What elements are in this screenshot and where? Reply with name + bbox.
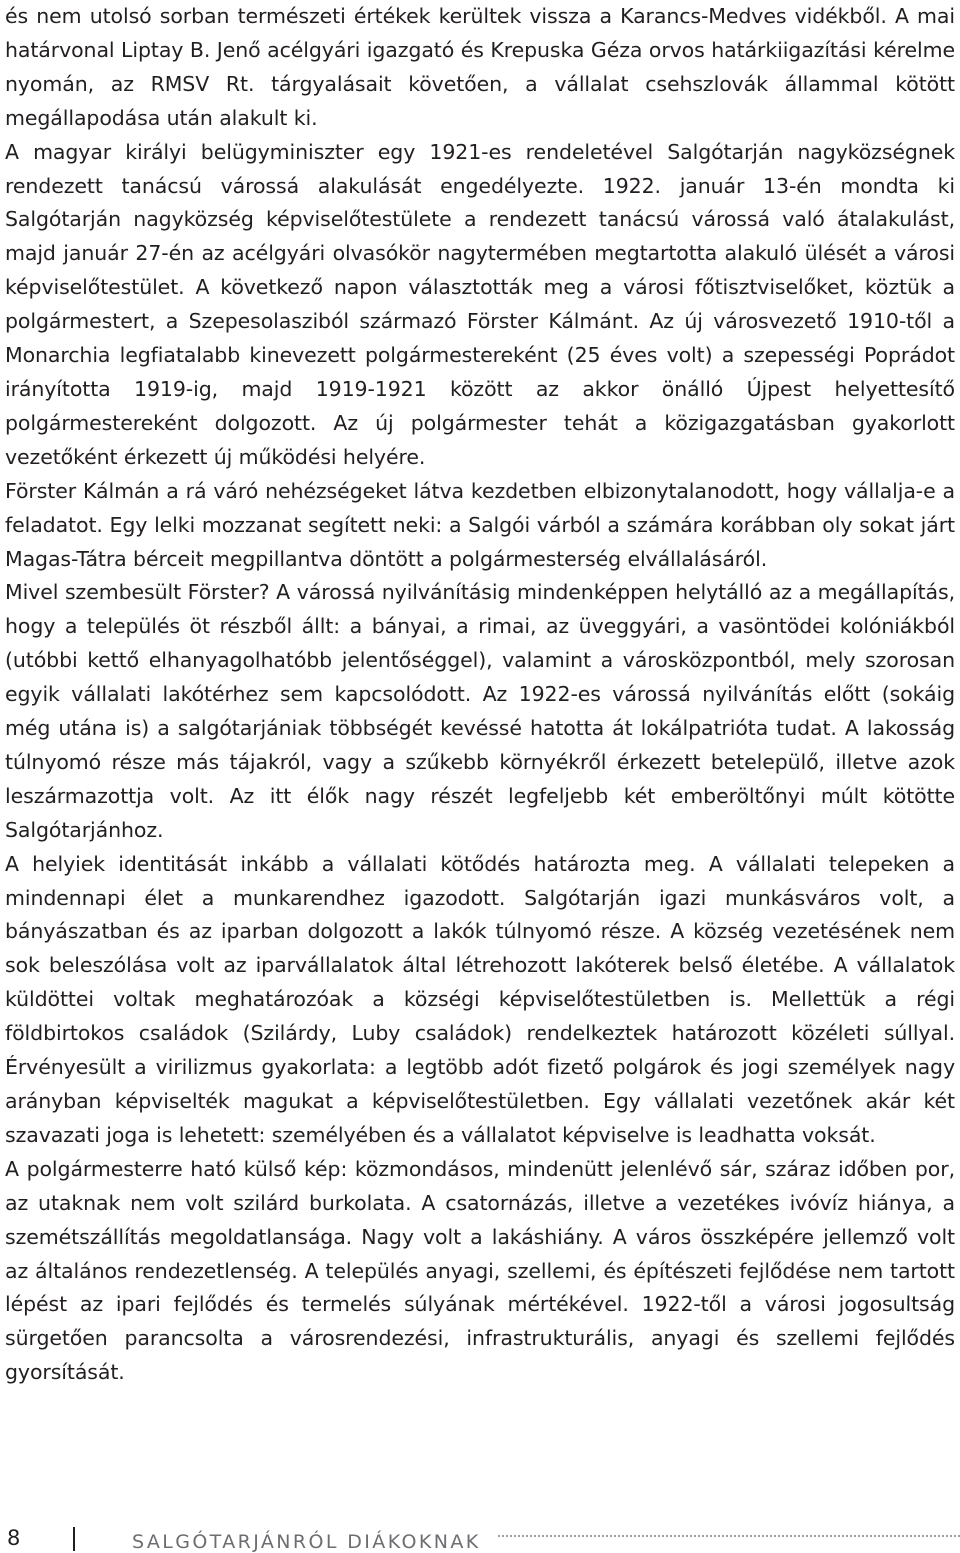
page-number: 8 xyxy=(7,1526,21,1550)
paragraph-1: és nem utolsó sorban természeti értékek kerültek vissza a Karancs-Medves vidékből. A mai határvonal Liptay B. Jenő acélgyári igazgató és Krepuska Géza orvos határkiigazítási kérelme nyomán, az RMSV Rt. tárgyalásait követően, a vállalat csehszlovák állammal kötött megállapodása után alakult ki. xyxy=(5,4,955,130)
footer-separator xyxy=(73,1527,75,1551)
paragraph-4: Mivel szembesült Förster? A várossá nyilvánításig mindenképpen helytálló az a megállapítás, hogy a település öt részből állt: a bányai, a rimai, az üveggyári, a vasöntödei kolóniákból (utóbbi kettő elhanyagolhatóbb jelentőséggel), valamint a városközpontból, mely szorosan egyik vállalati lakótérhez sem kapcsolódott. Az 1922-es várossá nyilvánítás előtt (sokáig még utána is) a salgótarjániak többségét kevéssé hatotta át lokálpatrióta tudat. A lakosság túlnyomó része más tájakról, vagy a szűkebb környékről érkezett betelepülő, illetve azok leszármazottja volt. Az itt élők nagy részét legfeljebb két emberöltőnyi múlt kötötte Salgótarjánhoz. xyxy=(5,580,955,842)
paragraph-6: A polgármesterre ható külső kép: közmondásos, mindenütt jelenlévő sár, száraz időben por, az utaknak nem volt szilárd burkolata. A csatornázás, illetve a vezetékes ivóvíz hiánya, a szemétszállítás megoldatlansága. Nagy volt a lakáshiány. A város összképére jellemző volt az általános rendezetlenség. A település anyagi, szellemi, és építészeti fejlődése nem tartott lépést az ipari fejlődés és termelés súlyának mértékével. 1922-től a városi jogosultság sürgetően parancsolta a városrendezési, infrastrukturális, anyagi és szellemi fejlődés gyorsítását. xyxy=(5,1156,955,1385)
paragraph-3: Förster Kálmán a rá váró nehézségeket látva kezdetben elbizonytalanodott, hogy vállalja-e a feladatot. Egy lelki mozzanat segített neki: a Salgói várból a számára korábban oly sokat járt Magas-Tátra bérceit megpillantva döntött a polgármesterség elvállalásáról. xyxy=(5,478,955,571)
paragraph-2: A magyar királyi belügyminiszter egy 1921-es rendeletével Salgótarján nagyközségnek rendezett tanácsú várossá alakulását engedélyezte. 1922. január 13-én mondta ki Salgótarján nagyközség képviselőtestülete a rendezett tanácsú várossá való átalakulást, majd január 27-én az acélgyári olvasókör nagytermében megtartotta alakuló ülését a városi képviselőtestület. A következő napon választották meg a városi főtisztviselőket, köztük a polgármestert, a Szepesolasziból származó Förster Kálmánt. Az új városvezető 1910-től a Monarchia legfiatalabb kinevezett polgármestereként (25 éves volt) a szepességi Poprádot irányította 1919-ig, majd 1919-1921 között az akkor önálló Újpest helyettesítő polgármestereként dolgozott. Az új polgármester tehát a közigazgatásban gyakorlott vezetőként érkezett új működési helyére. xyxy=(5,139,955,469)
footer-title: SALGÓTARJÁNRÓL DIÁKOKNAK xyxy=(132,1531,481,1553)
footer-dotted-rule xyxy=(498,1535,960,1537)
paragraph-5: A helyiek identitását inkább a vállalati kötődés határozta meg. A vállalati telepeken a mindennapi élet a munkarendhez igazodott. Salgótarján igazi munkásváros volt, a bányászatban és az iparban dolgozott a lakók túlnyomó része. A község vezetésének nem sok beleszólása volt az iparvállalatok által létrehozott lakóterek belső életébe. A vállalatok küldöttei voltak meghatározóak a községi képviselőtestületben is. Mellettük a régi földbirtokos családok (Szilárdy, Luby családok) rendelkeztek határozott közéleti súllyal. Érvényesült a virilizmus gyakorlata: a legtöbb adót fizető polgárok és jogi személyek nagy arányban képviselték magukat a képviselőtestületben. Egy vállalati vezetőnek akár két szavazati joga is lehetett: személyében és a vállalatot képviselve is leadhatta voksát. xyxy=(5,851,955,1147)
body-text xyxy=(5,0,955,1390)
